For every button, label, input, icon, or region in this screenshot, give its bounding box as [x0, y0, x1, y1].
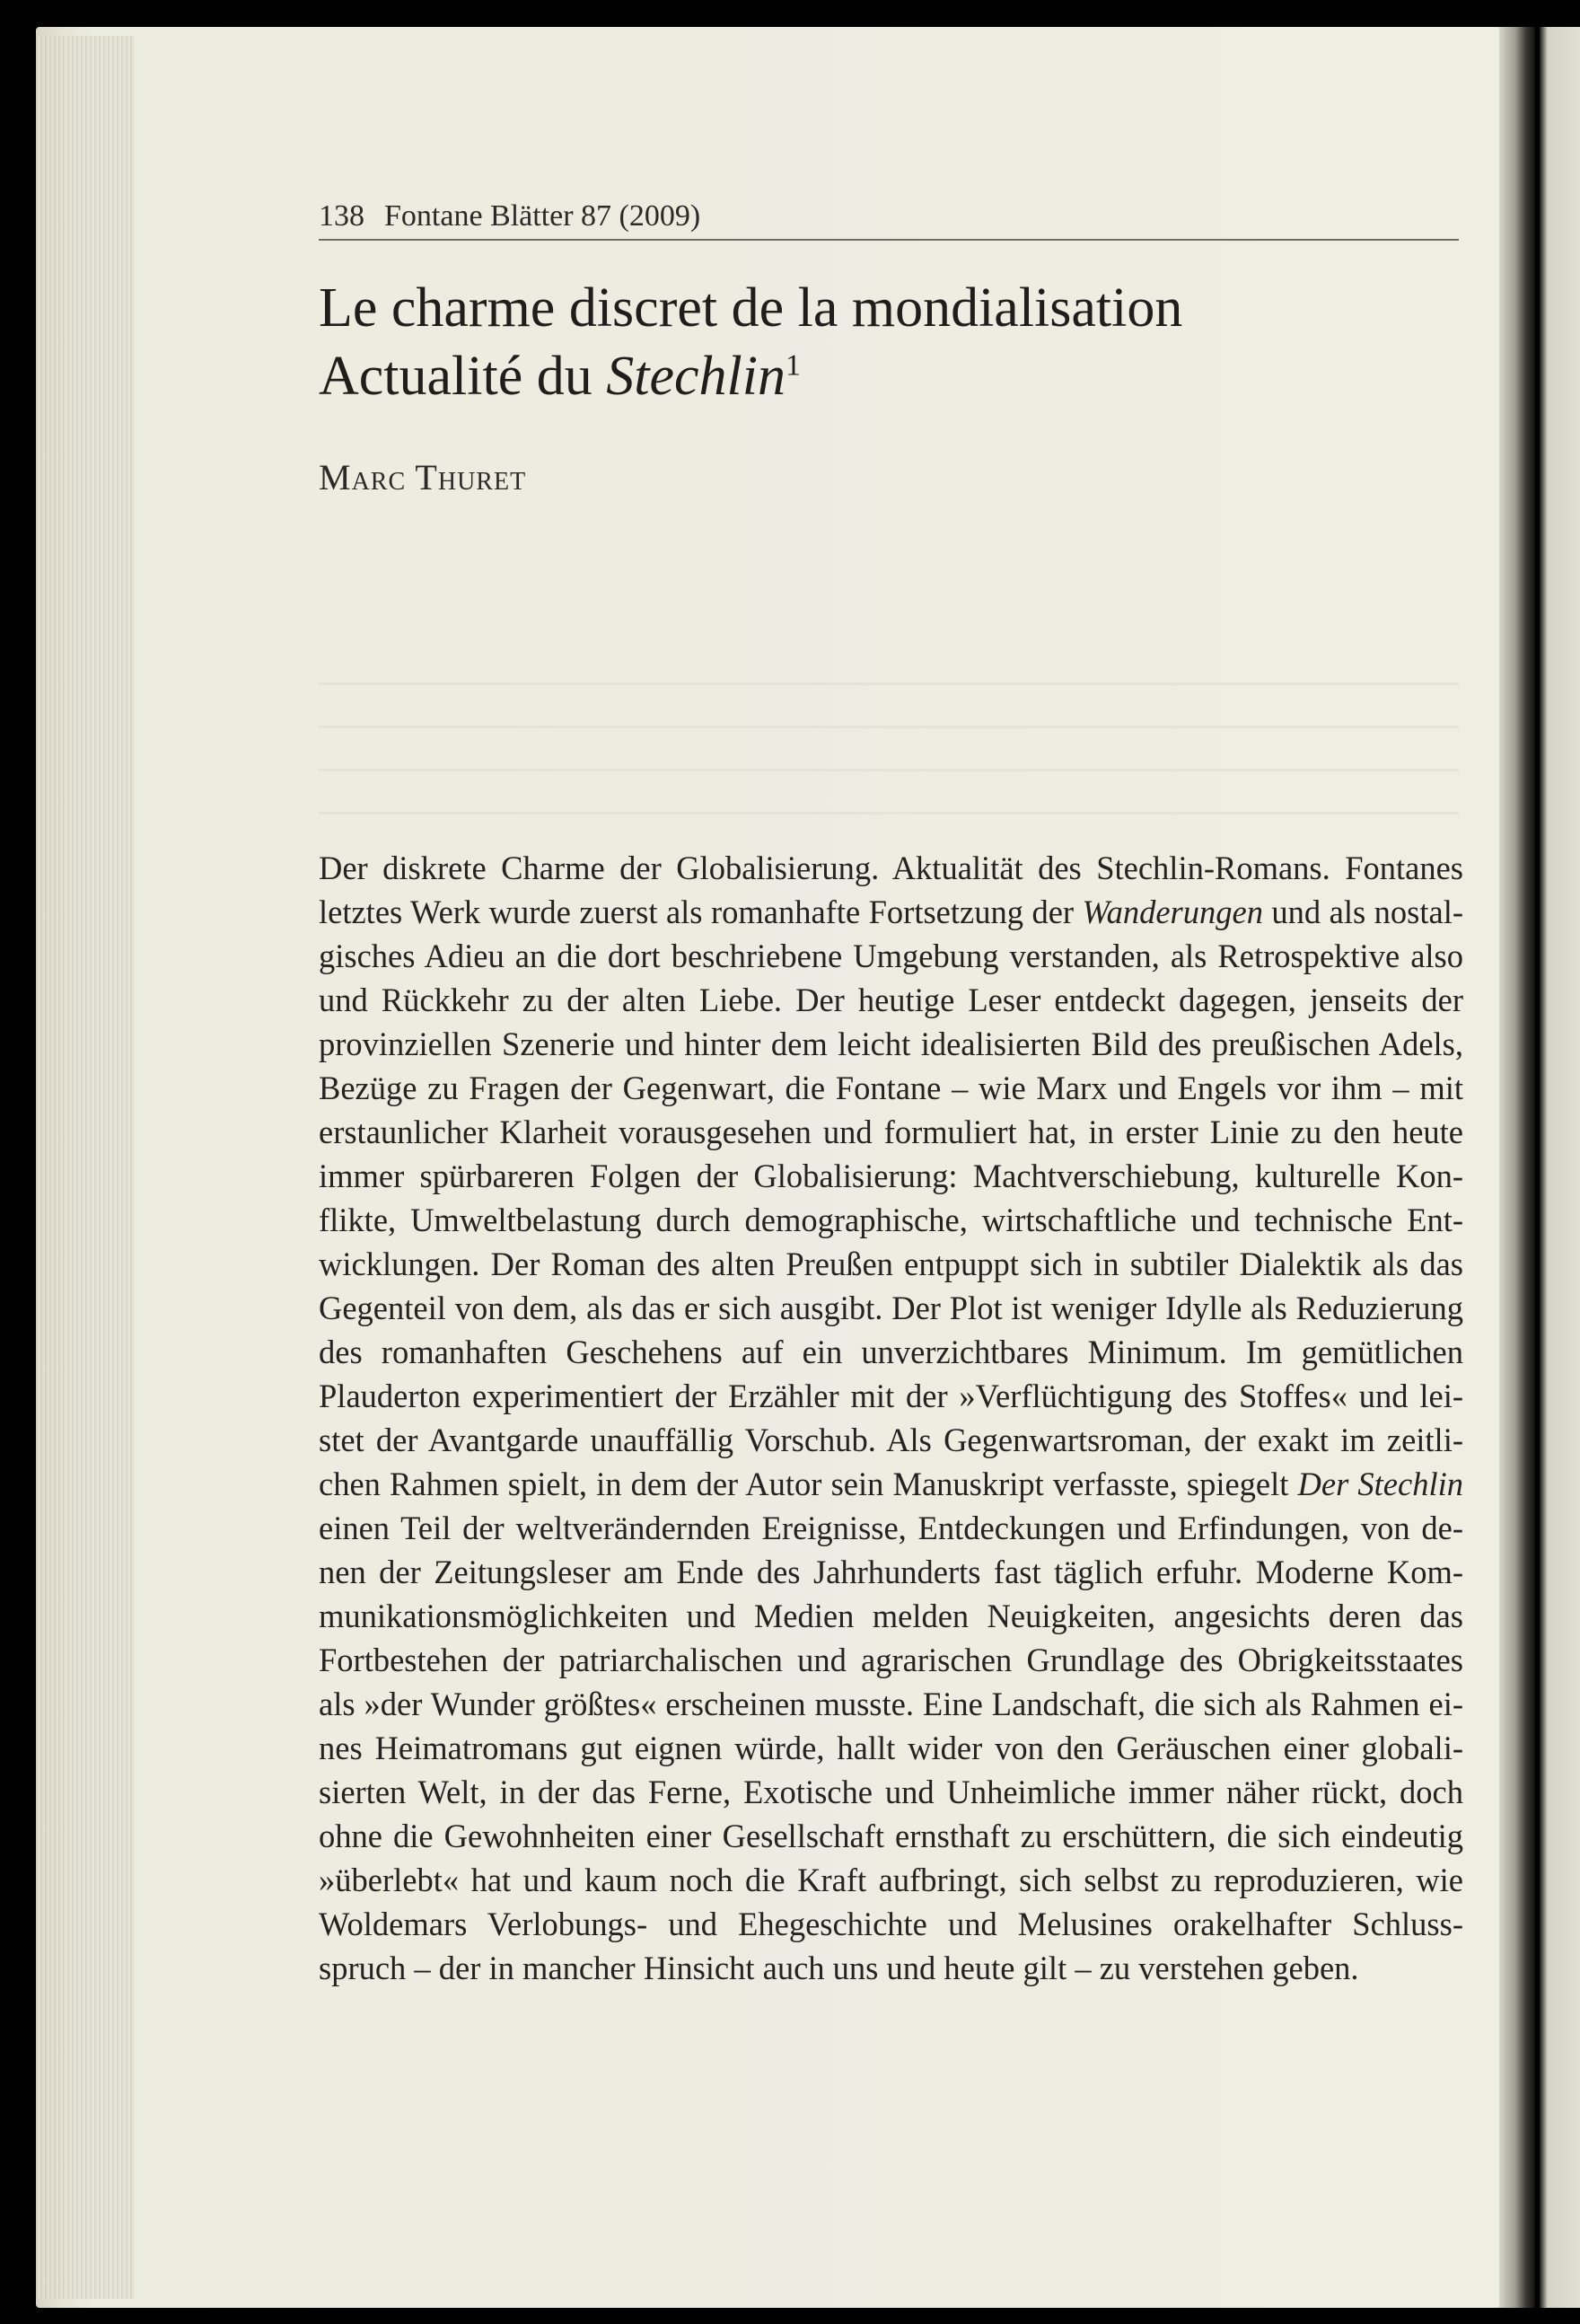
abstract-line: nes Heimatromans gut eignen würde, hallt wider von den Geräuschen einer globali-: [319, 1730, 1463, 1766]
abstract-line-text: und als nostal-: [1262, 894, 1464, 930]
article-title: [319, 274, 1459, 410]
abstract-line: flikte, Umweltbelastung durch demographische, wirtschaftliche und technische Ent-: [319, 1202, 1463, 1238]
page-edge: [36, 36, 135, 2299]
abstract-line: Bezüge zu Fragen der Gegenwart, die Fontane – wie Marx und Engels vor ihm – mit: [319, 1070, 1463, 1106]
abstract-line: nen der Zeitungsleser am Ende des Jahrhunderts fast täglich erfuhr. Moderne Kom-: [319, 1554, 1463, 1590]
title-italic: Stechlin: [606, 346, 786, 407]
abstract-line: Gegenteil von dem, als das er sich ausgibt. Der Plot ist weniger Idylle als Reduzierung: [319, 1290, 1463, 1326]
author-name: Marc Thuret: [319, 457, 527, 497]
abstract-line: wicklungen. Der Roman des alten Preußen entpuppt sich in subtiler Dialektik als das: [319, 1246, 1463, 1282]
abstract-line: erstaunlicher Klarheit vorausgesehen und formuliert hat, in erster Linie zu den heute: [319, 1114, 1463, 1150]
abstract-line: Woldemars Verlobungs- und Ehegeschichte und Melusines orakelhafter Schluss-: [319, 1906, 1463, 1942]
abstract-line: Fortbestehen der patriarchalischen und agrarischen Grundlage des Obrigkeitsstaates: [319, 1642, 1463, 1678]
title-line-2: [319, 342, 1459, 410]
abstract-line: [319, 1462, 1463, 1506]
abstract-line: immer spürbareren Folgen der Globalisierung: Machtverschiebung, kulturelle Kon-: [319, 1158, 1463, 1194]
abstract-line: munikationsmöglichkeiten und Medien melden Neuigkeiten, angesichts deren das: [319, 1598, 1463, 1634]
abstract-line-text: chen Rahmen spielt, in dem der Autor sein Manuskript verfasste, spiegelt: [319, 1466, 1289, 1502]
journal-title: Fontane Blätter 87 (2009): [384, 199, 701, 233]
footnote-marker: 1: [785, 348, 801, 383]
italic-work-title: Der Stechlin: [1297, 1466, 1463, 1502]
abstract-line: und Rückkehr zu der alten Liebe. Der heutige Leser entdeckt dagegen, jenseits der: [319, 982, 1463, 1018]
facing-page-edge: [1540, 27, 1580, 2308]
abstract-line-text: letztes Werk wurde zuerst als romanhafte Fortsetzung der: [319, 894, 1075, 930]
abstract-line: des romanhaften Geschehens auf ein unverzichtbares Minimum. Im gemütlichen: [319, 1334, 1463, 1370]
title-line-1: Le charme discret de la mondialisation: [319, 277, 1183, 339]
italic-work-title: Wanderungen: [1082, 894, 1263, 930]
abstract-line: sierten Welt, in der das Ferne, Exotische und Unheimliche immer näher rückt, doch: [319, 1774, 1463, 1810]
title-prefix: Actualité du: [319, 346, 607, 407]
abstract-line: [319, 890, 1463, 934]
book-spine: [1499, 27, 1535, 2308]
abstract-line: spruch – der in mancher Hinsicht auch uns und heute gilt – zu verstehen geben.: [319, 1950, 1359, 1986]
abstract-line: Der diskrete Charme der Globalisierung. Aktualität des Stechlin-Romans. Fontanes: [319, 849, 1463, 886]
abstract-line: Plauderton experimentiert der Erzähler mit der »Verflüchtigung des Stoffes« und lei-: [319, 1378, 1463, 1414]
running-header: [319, 199, 1459, 241]
abstract-line: gisches Adieu an die dort beschriebene Umgebung verstanden, als Retrospektive also: [319, 938, 1463, 974]
abstract-line: »überlebt« hat und kaum noch die Kraft aufbringt, sich selbst zu reproduzieren, wie: [319, 1862, 1463, 1898]
abstract-line: provinziellen Szenerie und hinter dem leicht idealisierten Bild des preußischen Adels,: [319, 1026, 1463, 1062]
abstract-line: stet der Avantgarde unauffällig Vorschub. Als Gegenwartsroman, der exakt im zeitli-: [319, 1422, 1463, 1458]
abstract-paragraph: [319, 846, 1463, 1990]
abstract-line: einen Teil der weltverändernden Ereignisse, Entdeckungen und Erfindungen, von de-: [319, 1510, 1463, 1546]
show-through-text: [319, 682, 1459, 817]
page-number: 138: [319, 199, 364, 233]
abstract-line: als »der Wunder größtes« erscheinen musste. Eine Landschaft, die sich als Rahmen ei-: [319, 1686, 1463, 1722]
abstract-line: ohne die Gewohnheiten einer Gesellschaft ernsthaft zu erschüttern, die sich eindeutig: [319, 1818, 1463, 1854]
